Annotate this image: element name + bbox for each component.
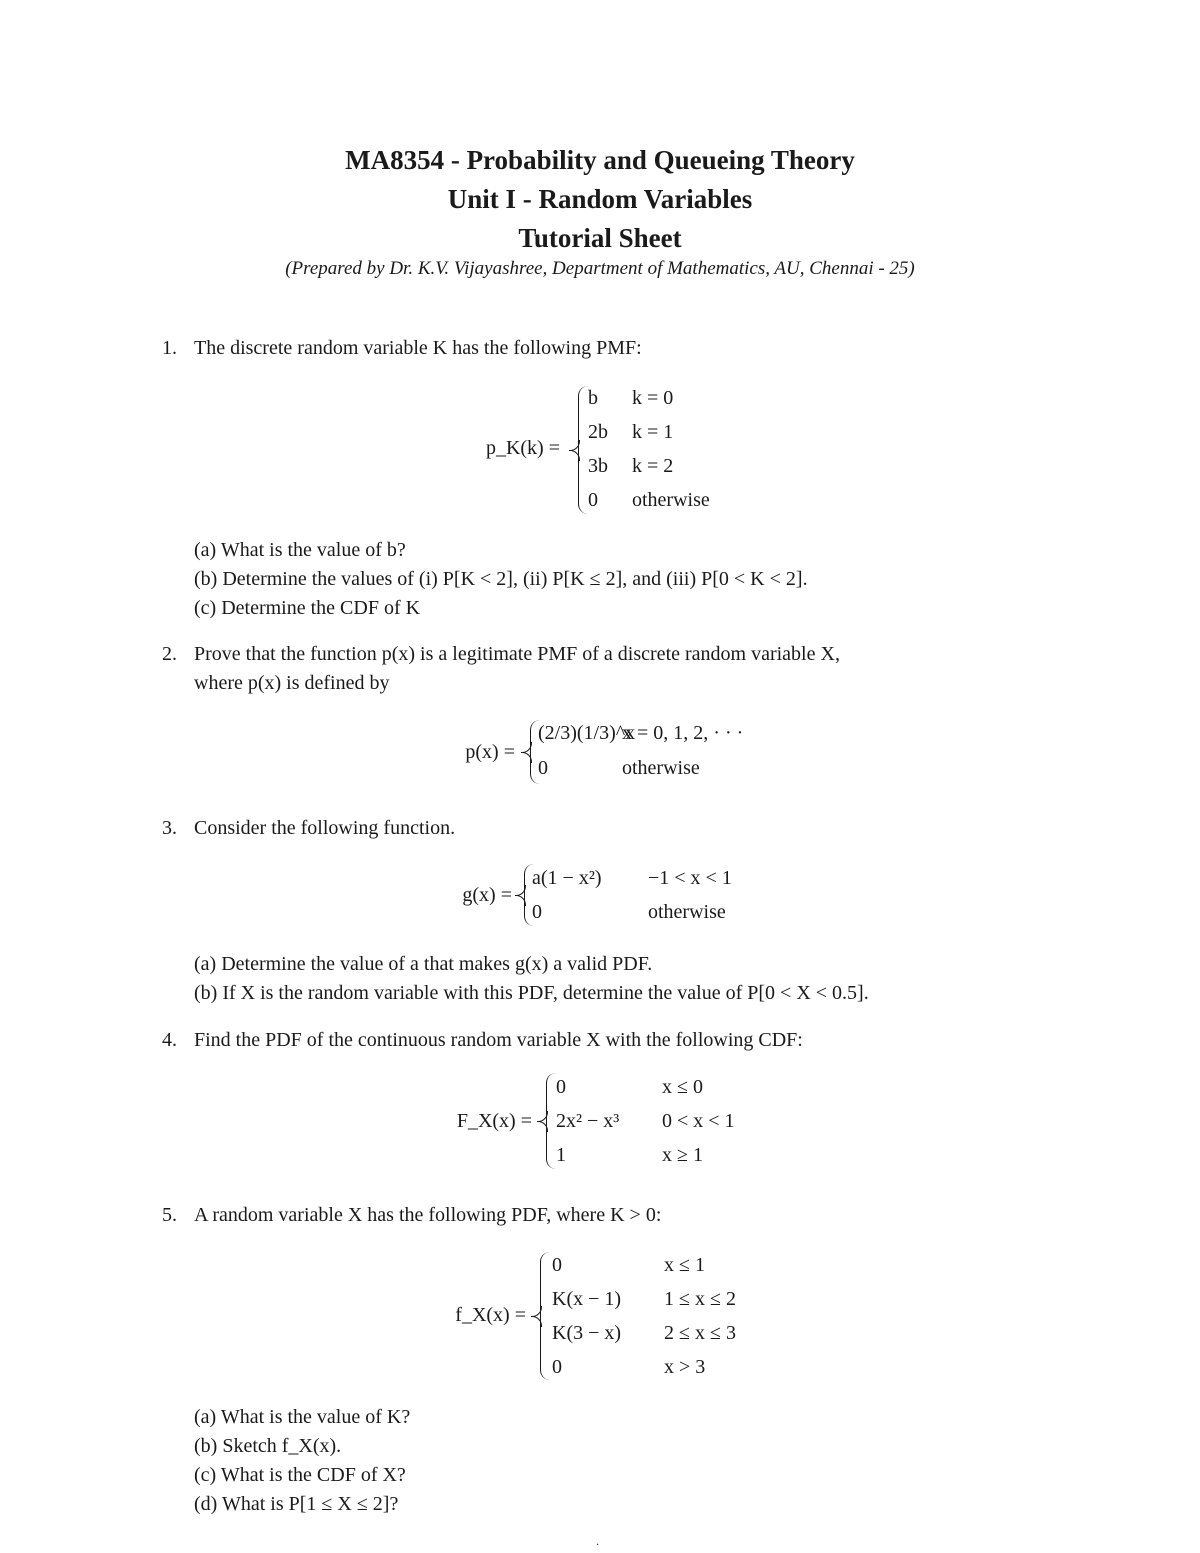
q3-part-b: (b) If X is the random variable with this PDF, determine the value of P[0 < X < 0.5].: [194, 982, 869, 1004]
question-2-number: 2.: [162, 643, 177, 665]
q5-case-value: K(3 − x): [552, 1322, 622, 1344]
q2-case-value: (2/3)(1/3)^x: [538, 722, 636, 744]
q2-lhs: p(x) =: [465, 741, 515, 763]
byline: (Prepared by Dr. K.V. Vijayashree, Department of Mathematics, AU, Chennai - 25): [285, 258, 915, 279]
q3-part-a: (a) Determine the value of a that makes g(x) a valid PDF.: [194, 953, 653, 975]
q5-lhs: f_X(x) =: [455, 1304, 526, 1326]
page-footer-mark: ·: [596, 1540, 600, 1551]
q1-part-b: (b) Determine the values of (i) P[K < 2], (ii) P[K ≤ 2], and (iii) P[0 < K < 2].: [194, 568, 808, 590]
q4-case-value: 0: [556, 1076, 566, 1098]
q4-case-cond: 0 < x < 1: [662, 1110, 735, 1132]
question-4-number: 4.: [162, 1029, 177, 1051]
q2-case-cond: otherwise: [622, 757, 700, 779]
q1-part-c: (c) Determine the CDF of K: [194, 597, 421, 619]
q4-case-cond: x ≤ 0: [662, 1076, 703, 1098]
q4-case-value: 2x² − x³: [556, 1110, 620, 1132]
q5-part-d: (d) What is P[1 ≤ X ≤ 2]?: [194, 1493, 399, 1515]
q3-case-cond: −1 < x < 1: [648, 867, 732, 889]
q5-case-value: K(x − 1): [552, 1288, 622, 1310]
q1-case-cond: otherwise: [632, 489, 710, 511]
question-2-line-1: Prove that the function p(x) is a legitimate PMF of a discrete random variable X,: [194, 643, 840, 665]
q5-case-cond: 2 ≤ x ≤ 3: [664, 1322, 736, 1344]
q3-lhs: g(x) =: [462, 884, 512, 906]
q2-case-cond: x = 0, 1, 2, · · ·: [622, 722, 744, 744]
question-5-number: 5.: [162, 1204, 177, 1226]
q4-case-cond: x ≥ 1: [662, 1144, 703, 1166]
question-4-text: Find the PDF of the continuous random variable X with the following CDF:: [194, 1029, 803, 1051]
q5-case-cond: 1 ≤ x ≤ 2: [664, 1288, 736, 1310]
q1-case-value: 2b: [588, 421, 608, 443]
q5-part-a: (a) What is the value of K?: [194, 1406, 411, 1428]
question-3-text: Consider the following function.: [194, 817, 456, 839]
sheet-title: Tutorial Sheet: [518, 223, 682, 253]
q1-lhs: p_K(k) =: [485, 437, 560, 459]
q1-case-value: 3b: [588, 455, 608, 477]
q4-lhs: F_X(x) =: [456, 1110, 532, 1132]
question-1-number: 1.: [162, 337, 177, 359]
q3-case-value: 0: [532, 901, 542, 923]
q5-part-c: (c) What is the CDF of X?: [194, 1464, 406, 1486]
q5-case-value: 0: [552, 1356, 562, 1378]
question-2-line-2: where p(x) is defined by: [194, 672, 390, 694]
q1-case-cond: k = 2: [632, 455, 674, 477]
q5-part-b: (b) Sketch f_X(x).: [194, 1435, 342, 1457]
q1-case-cond: k = 0: [632, 387, 674, 409]
q4-case-value: 1: [556, 1144, 566, 1166]
course-title: MA8354 - Probability and Queueing Theory: [345, 145, 855, 175]
question-1-text: The discrete random variable K has the following PMF:: [194, 337, 642, 359]
question-5-text: A random variable X has the following PDF, where K > 0:: [194, 1204, 662, 1226]
q3-case-value: a(1 − x²): [532, 867, 602, 889]
unit-title: Unit I - Random Variables: [447, 184, 753, 214]
q1-case-cond: k = 1: [632, 421, 674, 443]
q3-case-cond: otherwise: [648, 901, 726, 923]
q5-case-cond: x > 3: [664, 1356, 706, 1378]
q5-case-cond: x ≤ 1: [664, 1254, 705, 1276]
q1-case-value: b: [588, 387, 598, 409]
q2-case-value: 0: [538, 757, 548, 779]
question-3-number: 3.: [162, 817, 177, 839]
q1-part-a: (a) What is the value of b?: [194, 539, 406, 561]
q5-case-value: 0: [552, 1254, 562, 1276]
q1-case-value: 0: [588, 489, 598, 511]
